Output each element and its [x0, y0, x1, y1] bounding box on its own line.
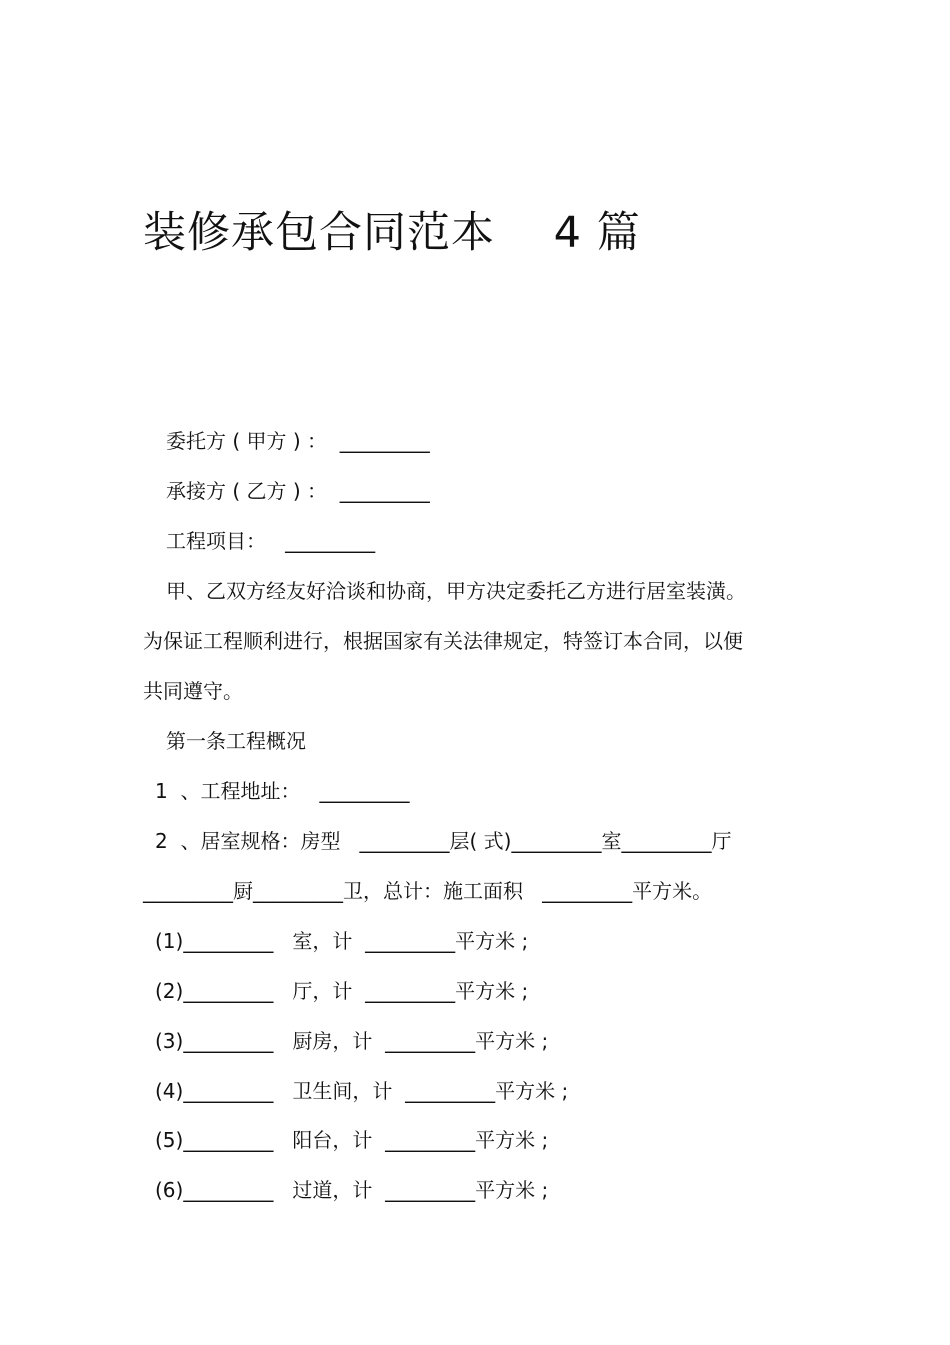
area-item-2: (2)_________ 厅，计 _________平方米 ;: [155, 979, 529, 1003]
area-item-3: (3)_________ 厨房，计 _________平方米 ;: [155, 1029, 549, 1053]
preamble-line-1: 甲、乙双方经友好洽谈和协商，甲方决定委托乙方进行居室装潢。: [166, 579, 746, 603]
room-spec-line-1: 2 、居室规格：房型 _________层( 式)_________室_________厅: [155, 829, 732, 853]
room-spec-line-2: _________厨_________卫，总计：施工面积 _________平方米。: [143, 879, 713, 903]
project-address-line: 1 、工程地址： _________: [155, 779, 410, 803]
preamble-line-2: 为保证工程顺利进行，根据国家有关法律规定，特签订本合同，以便: [143, 629, 743, 653]
preamble-line-3: 共同遵守。: [143, 679, 243, 703]
area-item-5: (5)_________ 阳台，计 _________平方米 ;: [155, 1128, 549, 1152]
document-title: 装修承包合同范本 4 篇: [143, 208, 641, 258]
area-item-6: (6)_________ 过道，计 _________平方米 ;: [155, 1178, 549, 1202]
client-party-line: 委托方 ( 甲方 ) ： _________: [166, 429, 430, 453]
project-line: 工程项目： _________: [166, 529, 376, 553]
area-item-1: (1)_________ 室，计 _________平方米 ;: [155, 929, 529, 953]
article-one-heading: 第一条工程概况: [166, 729, 306, 753]
contractor-party-line: 承接方 ( 乙方 ) ： _________: [166, 479, 430, 503]
area-item-4: (4)_________ 卫生间，计 _________平方米 ;: [155, 1079, 569, 1103]
